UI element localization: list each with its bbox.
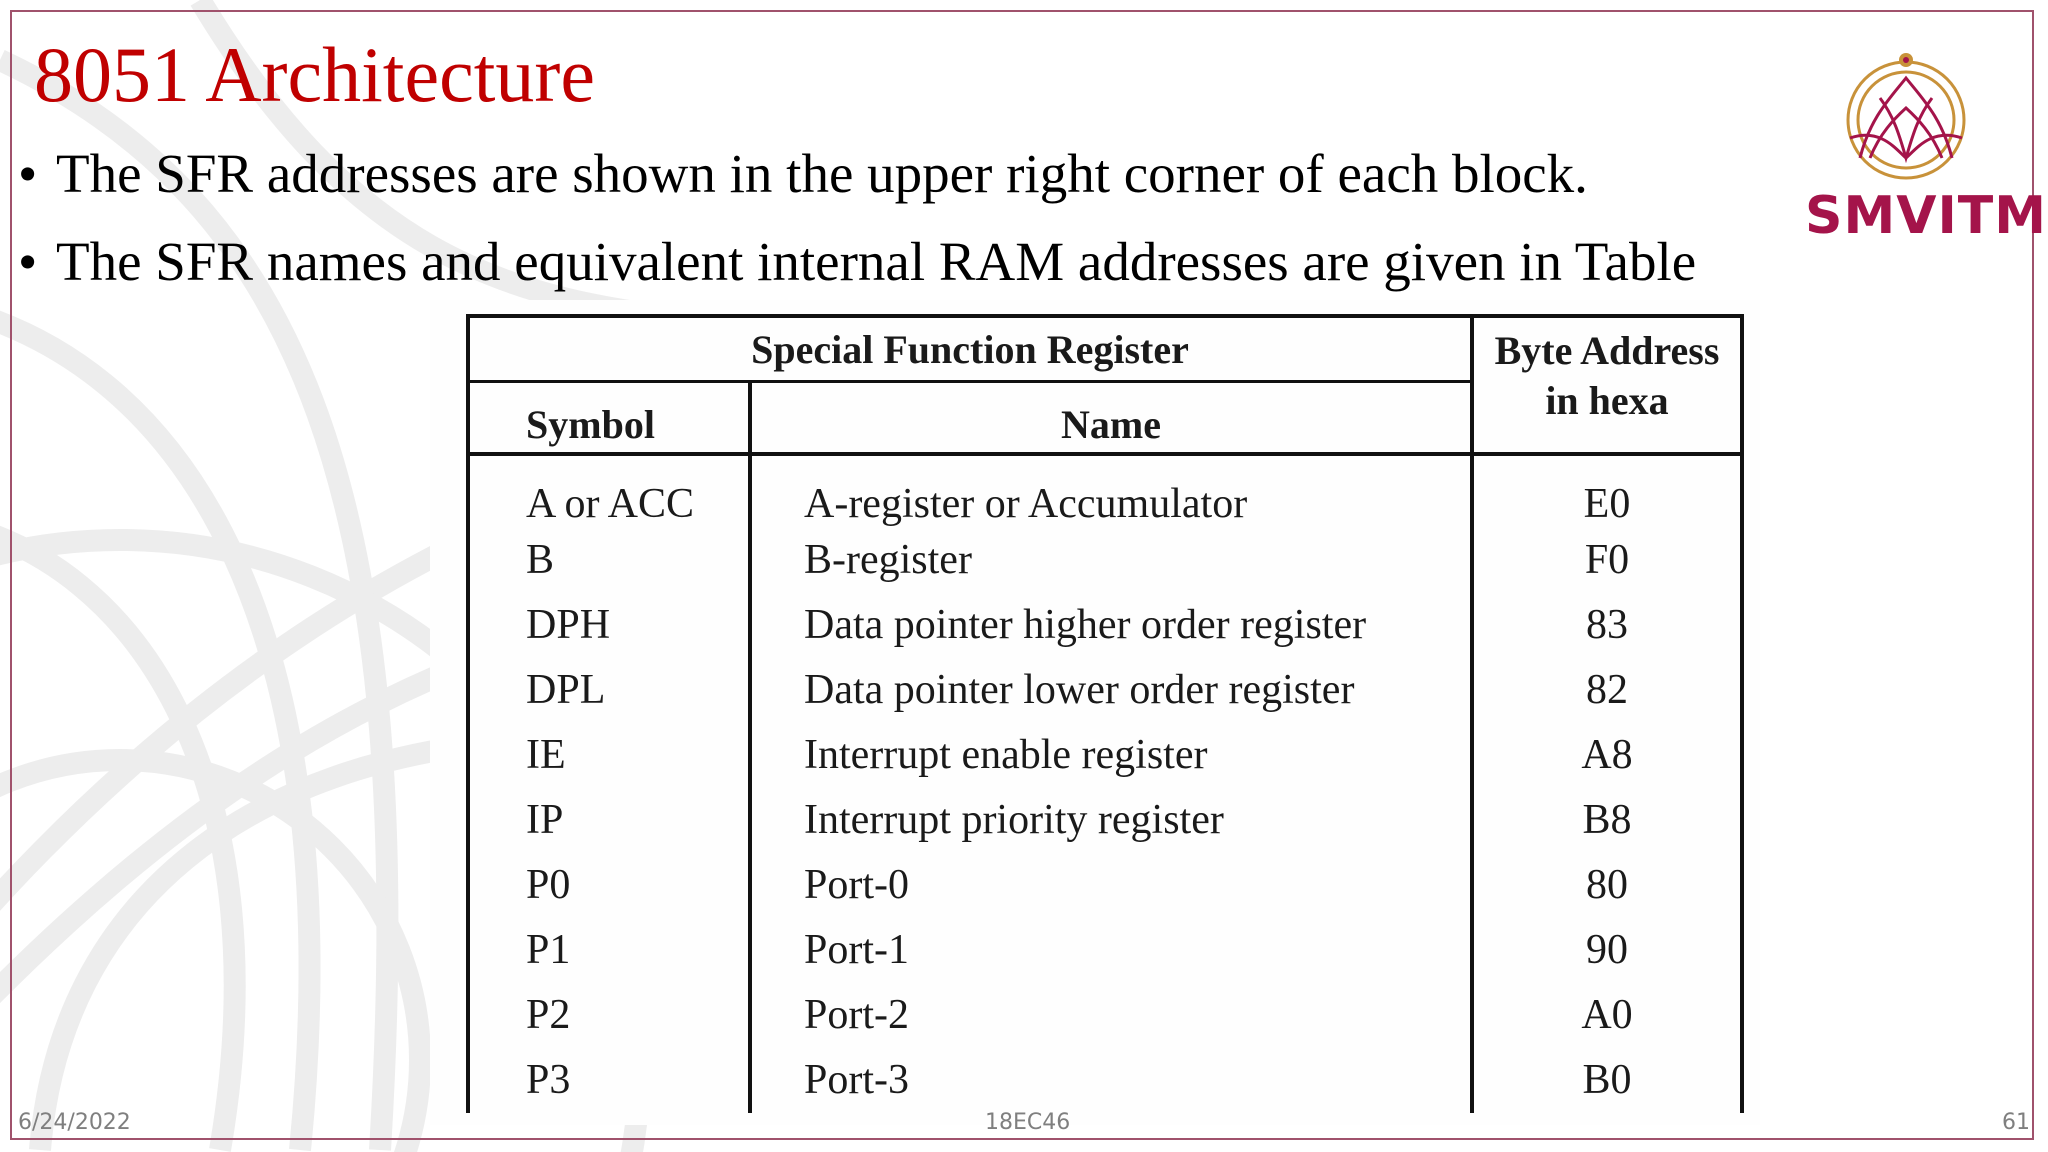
cell-symbol: P0 <box>468 853 750 918</box>
cell-name: A-register or Accumulator <box>750 454 1472 528</box>
table-row <box>468 853 1742 918</box>
table-row <box>468 983 1742 1048</box>
table-row <box>468 528 1742 593</box>
table-row <box>468 1048 1742 1113</box>
cell-name: Data pointer lower order register <box>750 658 1472 723</box>
column-header-symbol: Symbol <box>468 382 750 454</box>
bullet-item <box>18 143 1588 204</box>
cell-address: A0 <box>1472 983 1742 1048</box>
slide-title: 8051 Architecture <box>34 31 595 118</box>
table-row <box>468 788 1742 853</box>
cell-name: B-register <box>750 528 1472 593</box>
cell-address: B0 <box>1472 1048 1742 1113</box>
footer-page-number: 61 <box>2002 1110 2030 1135</box>
table-row <box>468 454 1742 528</box>
bullet-text: The SFR names and equivalent internal RAM addresses are given in Table <box>56 231 1697 292</box>
address-header-line: Byte Address <box>1494 328 1720 373</box>
address-header-line: in hexa <box>1545 378 1669 423</box>
cell-symbol: B <box>468 528 750 593</box>
bullet-text: The SFR addresses are shown in the upper right corner of each block. <box>56 143 1588 204</box>
cell-name: Interrupt priority register <box>750 788 1472 853</box>
cell-name: Port-2 <box>750 983 1472 1048</box>
cell-symbol: IE <box>468 723 750 788</box>
footer-course-code: 18EC46 <box>985 1110 1071 1135</box>
cell-symbol: IP <box>468 788 750 853</box>
cell-symbol: P3 <box>468 1048 750 1113</box>
cell-address: 90 <box>1472 918 1742 983</box>
table-row <box>468 658 1742 723</box>
cell-name: Interrupt enable register <box>750 723 1472 788</box>
cell-address: A8 <box>1472 723 1742 788</box>
table-row <box>468 723 1742 788</box>
column-header-name: Name <box>750 382 1472 454</box>
table-row <box>468 593 1742 658</box>
table-address-header <box>1472 316 1742 454</box>
table-group-header: Special Function Register <box>468 316 1472 382</box>
sfr-table-image <box>430 300 1760 1125</box>
cell-symbol: DPL <box>468 658 750 723</box>
cell-name: Port-1 <box>750 918 1472 983</box>
cell-symbol: P1 <box>468 918 750 983</box>
cell-address: 83 <box>1472 593 1742 658</box>
cell-symbol: P2 <box>468 983 750 1048</box>
bullet-symbol: • <box>18 143 38 204</box>
cell-name: Data pointer higher order register <box>750 593 1472 658</box>
footer-date: 6/24/2022 <box>18 1110 131 1135</box>
logo-text: SMVITM <box>1805 186 2048 246</box>
cell-address: B8 <box>1472 788 1742 853</box>
cell-symbol: A or ACC <box>468 454 750 528</box>
sfr-table <box>466 314 1744 1113</box>
cell-address: E0 <box>1472 454 1742 528</box>
cell-address: F0 <box>1472 528 1742 593</box>
cell-symbol: DPH <box>468 593 750 658</box>
bullet-symbol: • <box>18 231 38 292</box>
cell-address: 82 <box>1472 658 1742 723</box>
cell-name: Port-3 <box>750 1048 1472 1113</box>
cell-name: Port-0 <box>750 853 1472 918</box>
bullet-item <box>18 231 1697 292</box>
cell-address: 80 <box>1472 853 1742 918</box>
table-row <box>468 918 1742 983</box>
